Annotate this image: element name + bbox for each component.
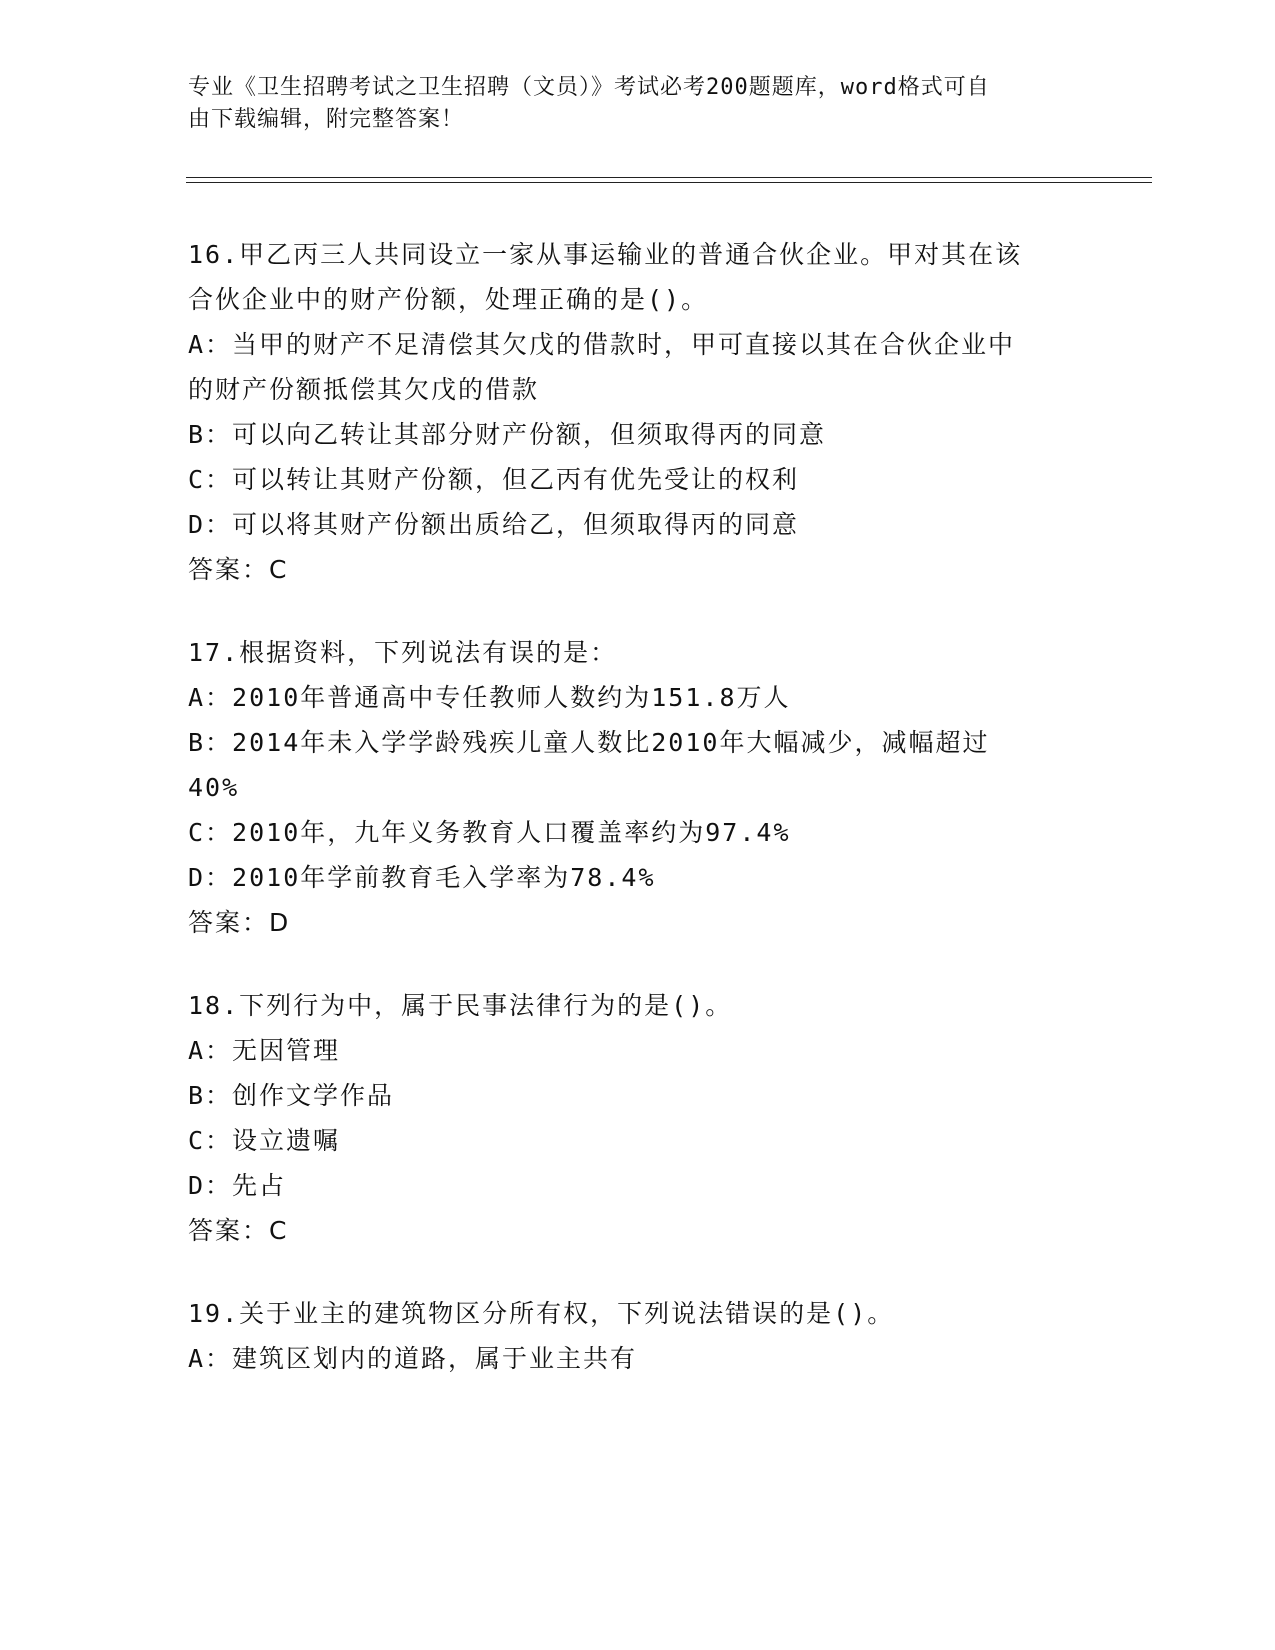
header-divider-bottom: [186, 182, 1152, 183]
question-stem-line: 16.甲乙丙三人共同设立一家从事运输业的普通合伙企业。甲对其在该: [188, 240, 1023, 269]
answer: 答案：D: [188, 908, 291, 937]
question-list: [188, 232, 1088, 1419]
question-16: [188, 232, 1088, 592]
option-b: B：可以向乙转让其部分财产份额，但须取得丙的同意: [188, 420, 827, 449]
option-a-line: A：当甲的财产不足清偿其欠戊的借款时，甲可直接以其在合伙企业中: [188, 330, 1016, 359]
option-a: A：无因管理: [188, 1036, 341, 1065]
question-17: [188, 630, 1088, 945]
answer: 答案：C: [188, 1216, 289, 1245]
header-divider-top: [186, 177, 1152, 178]
question-stem: 17.根据资料，下列说法有误的是：: [188, 638, 618, 667]
option-d: D：2010年学前教育毛入学率为78.4%: [188, 863, 656, 892]
option-d: D：可以将其财产份额出质给乙，但须取得丙的同意: [188, 510, 800, 539]
option-d: D：先占: [188, 1171, 287, 1200]
answer: 答案：C: [188, 555, 289, 584]
option-b: B：创作文学作品: [188, 1081, 395, 1110]
question-18: [188, 983, 1088, 1253]
question-19: [188, 1291, 1088, 1381]
question-stem: 19.关于业主的建筑物区分所有权，下列说法错误的是()。: [188, 1299, 895, 1328]
option-c: C：设立遗嘱: [188, 1126, 341, 1155]
header-title-line-1: 专业《卫生招聘考试之卫生招聘（文员）》考试必考200题题库，word格式可自: [188, 75, 990, 100]
question-stem: 18.下列行为中，属于民事法律行为的是()。: [188, 991, 733, 1020]
option-b-line: B：2014年未入学学龄残疾儿童人数比2010年大幅减少，减幅超过: [188, 728, 990, 757]
option-a-line: 的财产份额抵偿其欠戊的借款: [188, 375, 540, 404]
document-header: [188, 72, 1068, 136]
option-b-line: 40%: [188, 773, 240, 802]
question-stem-line: 合伙企业中的财产份额，处理正确的是()。: [188, 285, 709, 314]
option-a: A：2010年普通高中专任教师人数约为151.8万人: [188, 683, 791, 712]
option-c: C：可以转让其财产份额，但乙丙有优先受让的权利: [188, 465, 800, 494]
option-a: A：建筑区划内的道路，属于业主共有: [188, 1344, 638, 1373]
option-c: C：2010年，九年义务教育人口覆盖率约为97.4%: [188, 818, 791, 847]
header-title-line-2: 由下载编辑，附完整答案！: [188, 107, 465, 132]
